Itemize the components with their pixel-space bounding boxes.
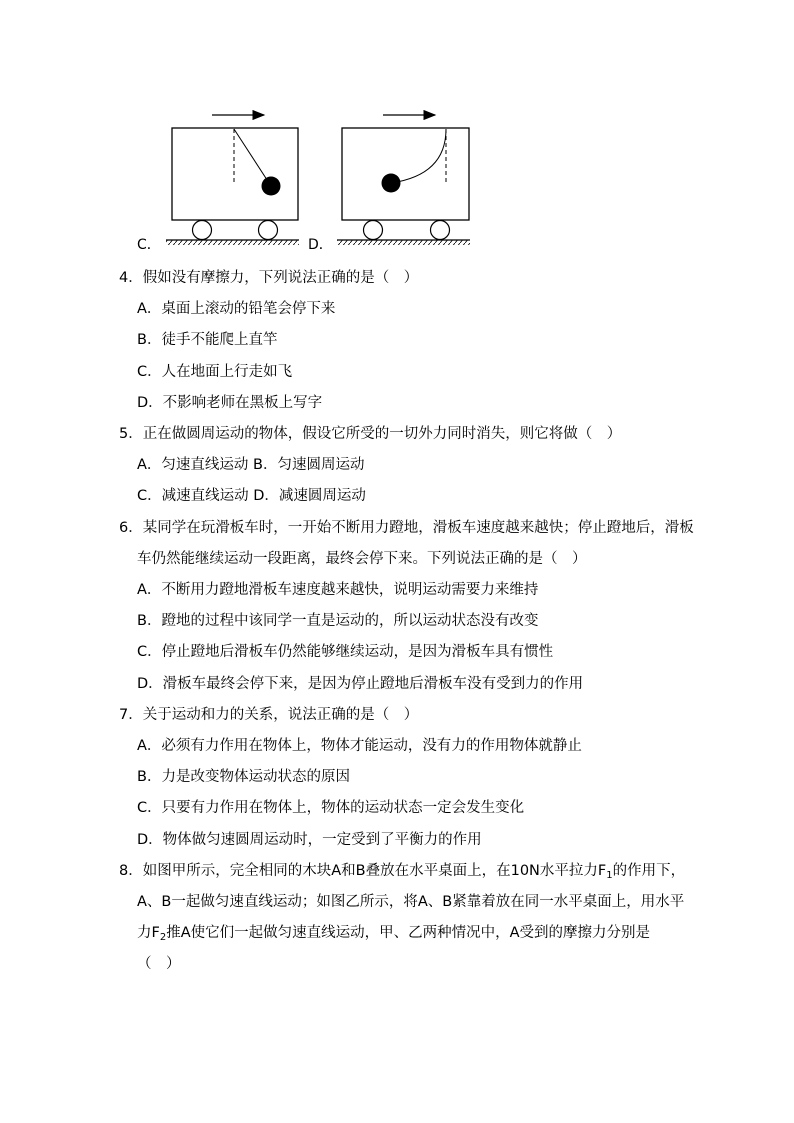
q8-f1-subscript: 1 [606, 870, 613, 881]
q6-option-a: A．不断用力蹬地滑板车速度越来越快，说明运动需要力来维持 [137, 582, 539, 598]
pendulum-ball-d [382, 174, 401, 193]
q7-option-a: A．必须有力作用在物体上，物体才能运动，没有力的作用物体就静止 [137, 738, 582, 754]
pendulum-ball-c [262, 177, 281, 196]
q8-stem-line3 [137, 923, 650, 948]
q6-option-c: C．停止蹬地后滑板车仍然能够继续运动，是因为滑板车具有惯性 [137, 644, 554, 660]
q8-line1-text: 8．如图甲所示，完全相同的木块A和B叠放在水平桌面上，在10N水平拉力F [119, 863, 607, 879]
q8-stem-line2: A、B一起做匀速直线运动；如图乙所示，将A、B紧靠着放在同一水平桌面上，用水平 [137, 894, 685, 910]
q5-options-ab: A．匀速直线运动 B．匀速圆周运动 [137, 457, 365, 473]
q4-option-c: C．人在地面上行走如飞 [137, 364, 293, 380]
pendulum-string-d [391, 129, 446, 183]
q4-option-a: A．桌面上滚动的铅笔会停下来 [137, 301, 336, 317]
ground-hatch-c [166, 240, 299, 245]
q8-stem-line1 [119, 861, 685, 886]
cart-body-d [342, 128, 469, 220]
q7-option-b: B．力是改变物体运动状态的原因 [137, 769, 350, 785]
option-c-label: C． [137, 237, 161, 253]
q8-answer-bracket: （ ） [137, 956, 181, 972]
cart-d-diagram [337, 115, 470, 245]
ground-hatch-d [337, 240, 470, 245]
q6-option-b: B．蹬地的过程中该同学一直是运动的，所以运动状态没有改变 [137, 613, 539, 629]
pendulum-string-c [234, 129, 271, 186]
pendulum-cart-figure [0, 105, 794, 253]
option-d-label: D． [308, 237, 333, 253]
q7-option-c: C．只要有力作用在物体上，物体的运动状态一定会发生变化 [137, 800, 525, 816]
q7-stem: 7．关于运动和力的关系，说法正确的是（ ） [119, 707, 419, 723]
wheel-left-d [364, 221, 383, 240]
wheel-right-c [259, 221, 278, 240]
q4-option-b: B．徒手不能爬上直竿 [137, 332, 278, 348]
q7-option-d: D．物体做匀速圆周运动时，一定受到了平衡力的作用 [137, 832, 482, 848]
q4-stem: 4．假如没有摩擦力，下列说法正确的是（ ） [119, 270, 419, 286]
cart-diagrams [0, 105, 794, 250]
q5-options-cd: C．减速直线运动 D．减速圆周运动 [137, 488, 366, 504]
q8-line3-tail: 推A使它们一起做匀速直线运动，甲、乙两种情况中，A受到的摩擦力分别是 [166, 925, 651, 941]
q8-line3-text: 力F [137, 925, 160, 941]
q6-stem-line2: 车仍然能继续运动一段距离，最终会停下来。下列说法正确的是（ ） [137, 551, 587, 567]
q8-f2-subscript: 2 [159, 932, 167, 943]
wheel-right-d [431, 221, 450, 240]
q5-stem: 5．正在做圆周运动的物体，假设它所受的一切外力同时消失，则它将做（ ） [119, 426, 622, 442]
q6-option-d: D．滑板车最终会停下来，是因为停止蹬地后滑板车没有受到力的作用 [137, 676, 584, 692]
q8-line1-tail: 的作用下， [612, 863, 686, 879]
q4-option-d: D．不影响老师在黑板上写字 [137, 395, 323, 411]
cart-body-c [172, 128, 298, 220]
q6-stem-line1: 6．某同学在玩滑板车时，一开始不断用力蹬地，滑板车速度越来越快；停止蹬地后，滑板 [119, 520, 694, 536]
cart-c-diagram [166, 115, 299, 245]
wheel-left-c [193, 221, 212, 240]
